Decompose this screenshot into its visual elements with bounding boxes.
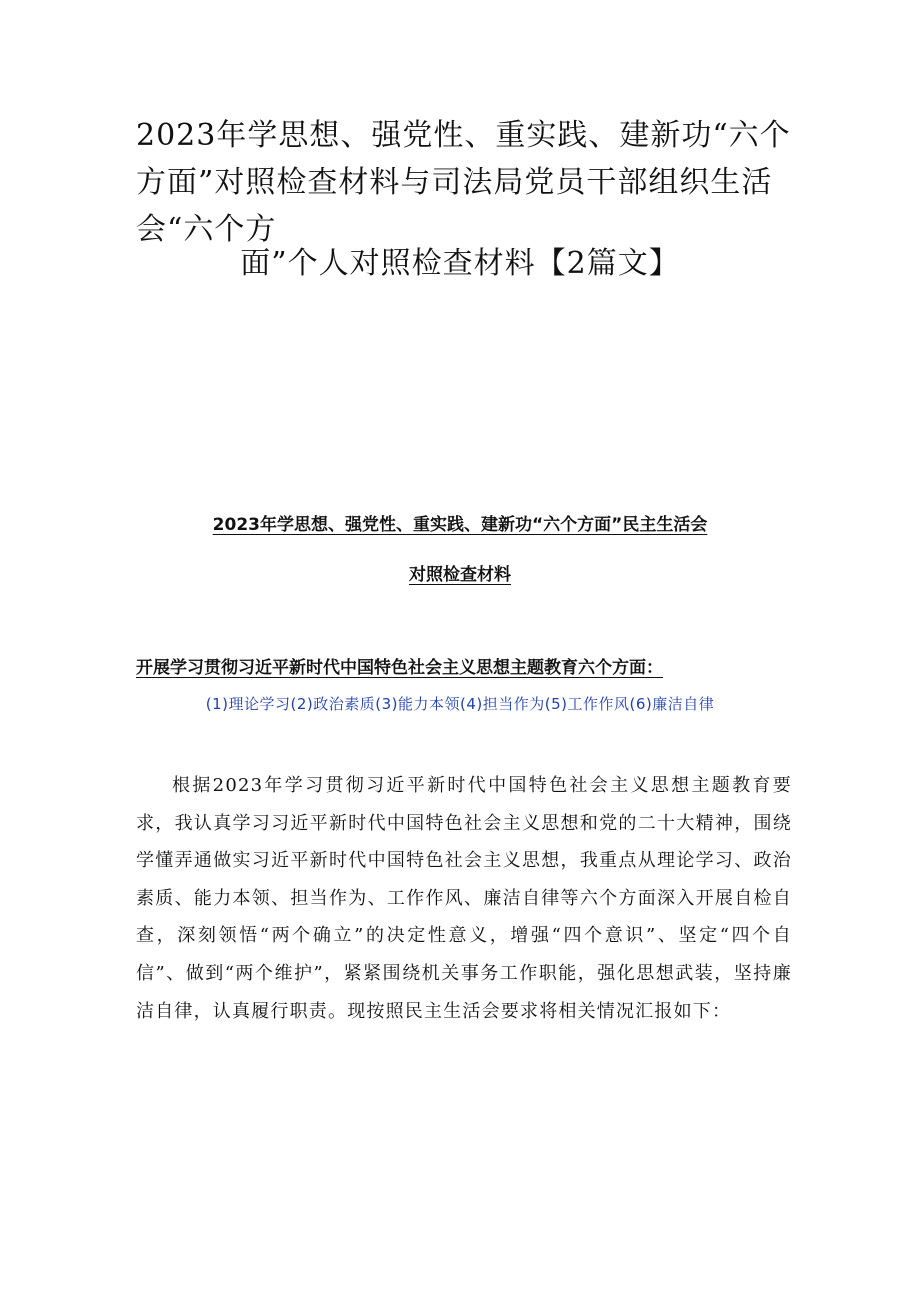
- body-paragraph: 根据2023年学习贯彻习近平新时代中国特色社会主义思想主题教育要求，我认真学习习近平新时代中国特色社会主义思想和党的二十大精神，围绕学懂弄通做实习近平新时代中国特色社会主义思想，我重点从理论学习、政治素质、能力本领、担当作为、工作作风、廉洁自律等六个方面深入开展自检自查，深刻领悟“两个确立”的决定性意义，增强“四个意识”、坚定“四个自信”、做到“两个维护”，紧紧围绕机关事务工作职能，强化思想武装，坚持廉洁自律，认真履行职责。现按照民主生活会要求将相关情况汇报如下：: [136, 775, 792, 1022]
- section-title: [0, 510, 920, 535]
- section-title-line1: 2023年学思想、强党性、重实践、建新功“六个方面”民主生活会: [212, 515, 708, 535]
- six-aspects-list: (1)理论学习(2)政治素质(3)能力本领(4)担当作为(5)工作作风(6)廉洁自律: [205, 695, 715, 713]
- intro-heading-text: 开展学习贯彻习近平新时代中国特色社会主义思想主题教育六个方面：: [136, 658, 663, 678]
- document-title: 2023年学思想、强党性、重实践、建新功“六个方面”对照检查材料与司法局党员干部组织生活会“六个方: [136, 118, 791, 247]
- section-subtitle: [0, 560, 920, 585]
- intro-heading: [136, 653, 796, 678]
- document-title-continued: 面”个人对照检查材料【2篇文】: [240, 246, 680, 281]
- section-title-line2: 对照检查材料: [409, 565, 511, 585]
